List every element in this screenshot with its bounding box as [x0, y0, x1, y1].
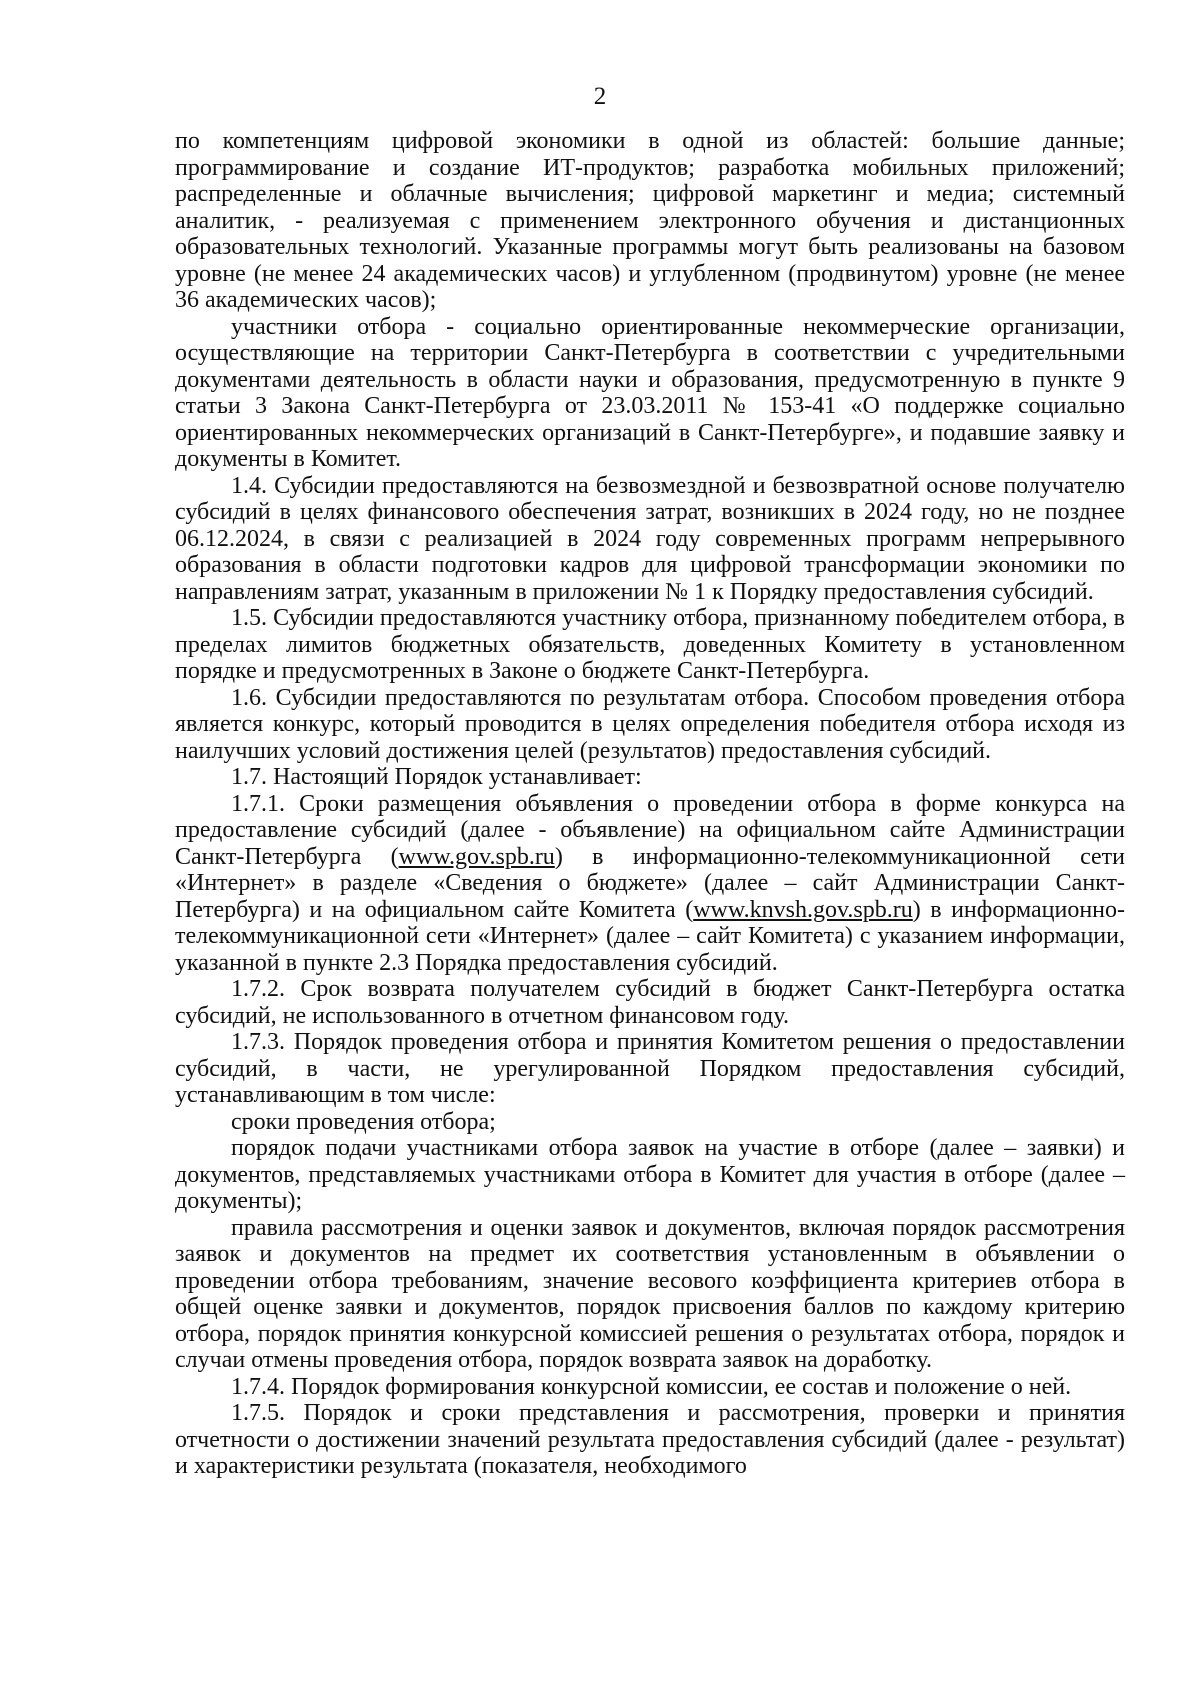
paragraph [175, 473, 1125, 606]
paragraph [175, 976, 1125, 1029]
paragraph [175, 685, 1125, 765]
paragraph [175, 1215, 1125, 1374]
paragraph [175, 791, 1125, 977]
paragraph [175, 1109, 1125, 1136]
paragraph-text: 1.7.1. Сроки размещения объявления о проведении отбора в форме конкурса на предоставление субсидий (далее - объявление) на официальном сайте Администрации Санкт-Петербурга ( [175, 790, 1125, 870]
paragraph-text: сроки проведения отбора; [231, 1108, 496, 1135]
paragraph [175, 1029, 1125, 1109]
paragraph [175, 1135, 1125, 1215]
paragraph-text: участники отбора - социально ориентированные некоммерческие организации, осуществляющие на территории Санкт-Петербурга в соответствии с учредительными документами деятельность в области науки и образования, предусмотренную в пункте 9 статьи 3 Закона Санкт-Петербурга от 23.03.2011 № 153-41 «О поддержке социально ориентированных некоммерческих организаций в Санкт-Петербурге», и подавшие заявку и документы в Комитет. [175, 313, 1125, 472]
paragraph [175, 314, 1125, 473]
paragraph-text: правила рассмотрения и оценки заявок и документов, включая порядок рассмотрения заявок и документов на предмет их соответствия установленным в объявлении о проведении отбора требованиям, значение весового коэффициента критериев отбора в общей оценке заявки и документов, порядок присвоения баллов по каждому критерию отбора, порядок принятия конкурсной комиссией решения о результатах отбора, порядок и случаи отмены проведения отбора, порядок возврата заявок на доработку. [175, 1214, 1125, 1373]
page-number: 2 [593, 83, 607, 110]
document-body [175, 128, 1125, 1480]
paragraph-text: 1.4. Субсидии предоставляются на безвозмездной и безвозвратной основе получателю субсидий в целях финансового обеспечения затрат, возникших в 2024 году, но не позднее 06.12.2024, в связи с реализацией в 2024 году современных программ непрерывного образования в области подготовки кадров для цифровой трансформации экономики по направлениям затрат, указанным в приложении № 1 к Порядку предоставления субсидий. [175, 472, 1125, 605]
paragraph-text: 1.7.5. Порядок и сроки представления и рассмотрения, проверки и принятия отчетности о достижении значений результата предоставления субсидий (далее - результат) и характеристики результата (показателя, необходимого [175, 1400, 1125, 1479]
paragraph [175, 1400, 1125, 1480]
paragraph [175, 128, 1125, 314]
paragraph-text: 1.7. Настоящий Порядок устанавливает: [231, 764, 642, 790]
paragraph-text: 1.6. Субсидии предоставляются по результатам отбора. Способом проведения отбора является конкурс, который проводится в целях определения победителя отбора исходя из наилучших условий достижения целей (результатов) предоставления субсидий. [175, 684, 1125, 764]
paragraph [175, 605, 1125, 685]
paragraph-text: 1.7.3. Порядок проведения отбора и принятия Комитетом решения о предоставлении субсидий, в части, не урегулированной Порядком предоставления субсидий, устанавливающим в том числе: [175, 1029, 1125, 1108]
paragraph-text: 1.5. Субсидии предоставляются участнику отбора, признанному победителем отбора, в пределах лимитов бюджетных обязательств, доведенных Комитету в установленном порядке и предусмотренных в Законе о бюджете Санкт-Петербурга. [175, 605, 1125, 684]
paragraph-text: ) в информационно-телекоммуникационной сети «Интернет» в разделе «Сведения о бюджете» (далее – сайт Администрации Санкт-Петербурга) и на официальном сайте Комитета ( [175, 843, 1125, 923]
paragraph-text: 1.7.2. Срок возврата получателем субсидий в бюджет Санкт-Петербурга остатка субсидий, не использованного в отчетном финансовом году. [175, 976, 1125, 1029]
website-link[interactable]: www.gov.spb.ru [398, 843, 555, 870]
paragraph-text: 1.7.4. Порядок формирования конкурсной комиссии, ее состав и положение о ней. [231, 1373, 1072, 1400]
paragraph-text: по компетенциям цифровой экономики в одной из областей: большие данные; программирование и создание ИТ-продуктов; разработка мобильных приложений; распределенные и облачные вычисления; цифровой маркетинг и медиа; системный аналитик, - реализуемая с применением электронного обучения и дистанционных образовательных технологий. Указанные программы могут быть реализованы на базовом уровне (не менее 24 академических часов) и углубленном (продвинутом) уровне (не менее 36 академических часов); [175, 128, 1125, 313]
paragraph [175, 764, 1125, 791]
paragraph-text: порядок подачи участниками отбора заявок на участие в отборе (далее – заявки) и документов, представляемых участниками отбора в Комитет для участия в отборе (далее – документы); [175, 1135, 1125, 1214]
website-link[interactable]: www.knvsh.gov.spb.ru [693, 896, 913, 923]
paragraph [175, 1374, 1125, 1401]
paragraph-text: ) в информационно-телекоммуникационной сети «Интернет» (далее – сайт Комитета) с указанием информации, указанной в пункте 2.3 Порядка предоставления субсидий. [175, 896, 1125, 976]
